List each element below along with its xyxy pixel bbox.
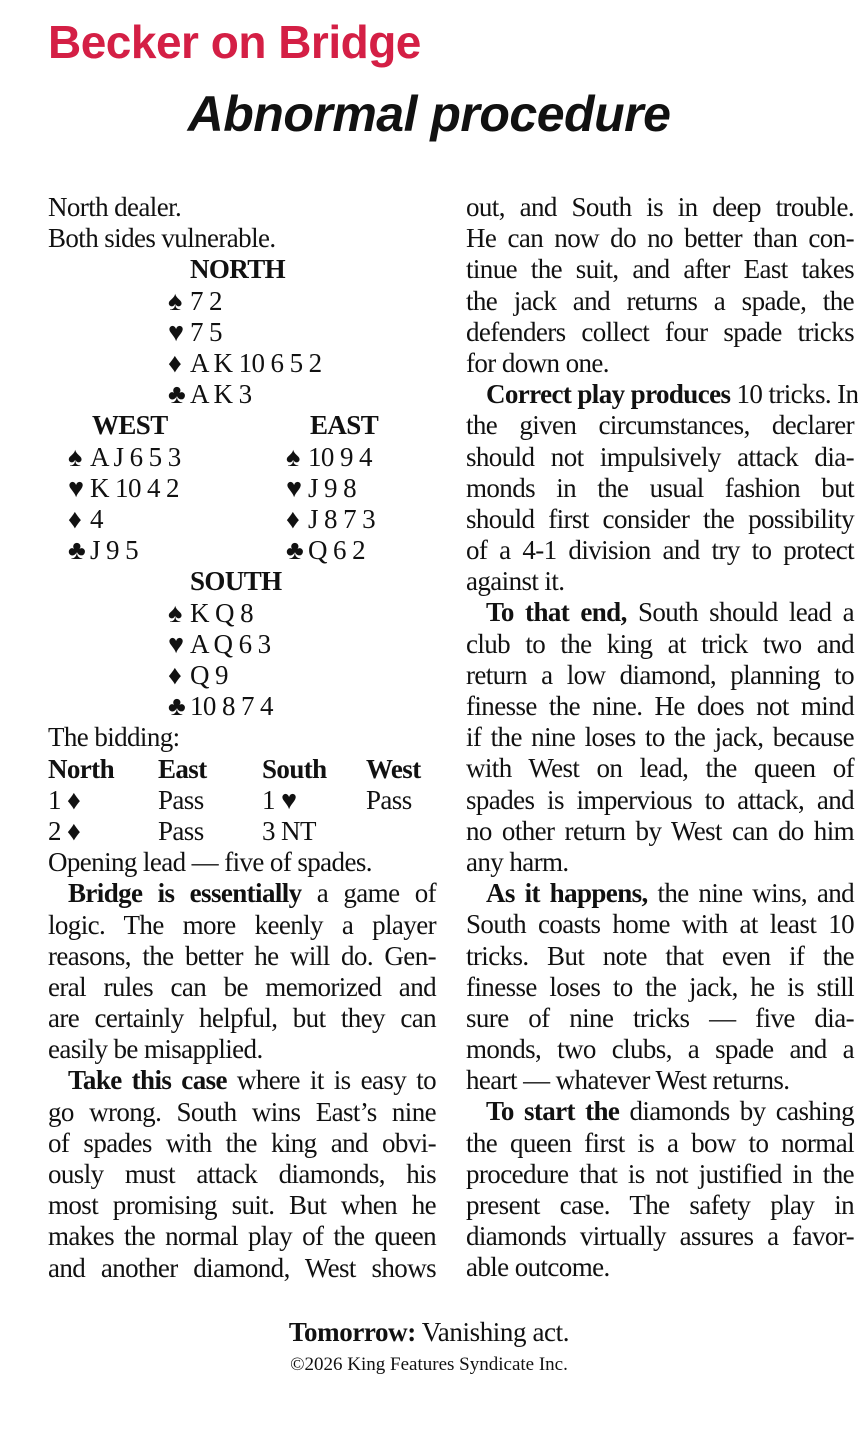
bidding-header: East (158, 753, 207, 784)
opening-lead: Opening lead — five of spades. (48, 847, 372, 878)
article-paragraph (466, 379, 858, 597)
article-line: finesse loses to the jack, he is still (466, 971, 854, 1002)
east-label: EAST (310, 410, 379, 441)
article-line: of spades with the king and obvi- (48, 1127, 436, 1158)
paragraph-lead: Bridge is essentially (68, 878, 302, 909)
article-line: are certainly helpful, but they can (48, 1003, 436, 1034)
paragraph-lead: Correct play produces (486, 379, 731, 410)
article-line: finesse the nine. He does not mind (466, 691, 854, 721)
headline: Abnormal procedure (187, 86, 671, 142)
article-line: reasons, the better he will do. Gen- (48, 940, 436, 971)
diamond-icon: ♦ (68, 503, 82, 534)
north-clubs: ♣ A K 3 (168, 379, 252, 410)
article-line: present case. The safety play in (466, 1190, 854, 1220)
article-paragraph (466, 597, 854, 878)
heart-icon: ♥ (286, 472, 302, 503)
paragraph-lead: As it happens, (486, 878, 648, 909)
deal-diagram (48, 254, 436, 753)
paragraph-lead: Take this case (68, 1065, 227, 1096)
bid-cell: Pass (158, 784, 204, 815)
article-line: South coasts home with at least 10 (466, 909, 854, 940)
article-line: eral rules can be memorized and (48, 971, 436, 1002)
article-line: the given circumstances, declarer (466, 410, 854, 441)
article-line: diamonds virtually assures a favor- (466, 1221, 854, 1252)
article-line: tricks. But note that even if the (466, 940, 854, 971)
article-line: monds in the usual fashion but (466, 472, 854, 503)
article-line: He can now do no better than con- (466, 223, 854, 254)
article-line: sure of nine tricks — five dia- (466, 1002, 854, 1033)
tomorrow-label: Tomorrow: (288, 1317, 416, 1347)
west-spades: ♠ A J 6 5 3 (68, 441, 181, 472)
vulnerability: Both sides vulnerable. (48, 223, 276, 254)
article-line: Bridge is essentially a game of (68, 878, 436, 909)
paragraph-lead: To start the (486, 1096, 620, 1127)
article-line: logic. The more keenly a player (48, 909, 436, 940)
article-line: Correct play produces 10 tricks. In (486, 379, 858, 410)
bid-cell: 2 ♦ (48, 815, 81, 846)
article-paragraph (48, 1065, 436, 1283)
north-label: NORTH (190, 254, 286, 285)
article-line: most promising suit. But when he (48, 1190, 436, 1221)
west-hearts: ♥ K 10 4 2 (68, 472, 179, 503)
bidding-header: West (366, 753, 421, 784)
spade-icon: ♠ (168, 285, 182, 316)
article-line: spades is impervious to attack, and (466, 784, 854, 815)
spade-icon: ♠ (286, 441, 300, 472)
article-line: defenders collect four spade tricks (466, 316, 854, 347)
bidding-table (48, 754, 436, 848)
article-line: if the nine loses to the jack, because (466, 722, 854, 753)
north-hearts: ♥ 7 5 (168, 316, 222, 347)
west-diamonds: ♦ 4 (68, 503, 103, 534)
article-line: ously must attack diamonds, his (48, 1159, 436, 1190)
club-icon: ♣ (168, 379, 186, 410)
article-line: should first consider the possibility (466, 503, 854, 534)
article-line: heart — whatever West returns. (466, 1065, 790, 1096)
heart-icon: ♥ (168, 628, 184, 659)
article-line: makes the normal play of the queen (48, 1221, 436, 1252)
article-right (466, 192, 858, 1284)
article-line: tinue the suit, and after East takes (466, 254, 854, 285)
article-paragraph (466, 192, 854, 379)
diamond-icon: ♦ (286, 503, 300, 534)
south-clubs: ♣ 10 8 7 4 (168, 691, 273, 722)
club-icon: ♣ (168, 691, 186, 722)
bid-cell: 3 NT (262, 815, 316, 846)
article-line: club to the king at trick two and (466, 628, 854, 659)
south-spades: ♠ K Q 8 (168, 597, 253, 628)
club-icon: ♣ (286, 535, 304, 566)
bid-cell: Pass (366, 784, 412, 815)
article-line: To start the diamonds by cashing (486, 1096, 854, 1127)
article-line: easily be misapplied. (48, 1034, 263, 1065)
spade-icon: ♠ (168, 597, 182, 628)
diamond-icon: ♦ (168, 659, 182, 690)
tomorrow-teaser (0, 1316, 858, 1348)
west-label: WEST (92, 410, 168, 441)
bidding-header: North (48, 753, 114, 784)
east-hearts: ♥ J 9 8 (286, 472, 357, 503)
column-right (466, 192, 858, 1284)
bid-cell: 1 ♦ (48, 784, 81, 815)
article-line: with West on lead, the queen of (466, 753, 854, 784)
east-clubs: ♣ Q 6 2 (286, 535, 365, 566)
article-line: able outcome. (466, 1252, 610, 1283)
article-line: procedure that is not justified in the (466, 1158, 854, 1189)
south-label: SOUTH (190, 566, 282, 597)
spade-icon: ♠ (68, 441, 82, 472)
article-line: As it happens, the nine wins, and (486, 878, 855, 909)
north-spades: ♠ 7 2 (168, 285, 222, 316)
article-left (48, 878, 436, 1283)
east-diamonds: ♦ J 8 7 3 (286, 503, 376, 534)
article-line: return a low diamond, planning to (466, 659, 854, 690)
article-paragraph (466, 878, 854, 1096)
west-clubs: ♣ J 9 5 (68, 535, 139, 566)
diamond-icon: ♦ (168, 347, 182, 378)
article-line: monds, two clubs, a spade and a (466, 1034, 854, 1065)
heart-icon: ♥ (168, 316, 184, 347)
north-diamonds: ♦ A K 10 6 5 2 (168, 347, 322, 378)
bidding-header: South (262, 753, 327, 784)
column-left (48, 192, 436, 1284)
bid-cell: Pass (158, 815, 204, 846)
south-hearts: ♥ A Q 6 3 (168, 628, 271, 659)
article-line: the queen first is a bow to normal (466, 1127, 854, 1158)
article-line: any harm. (466, 846, 569, 877)
article-line: against it. (466, 566, 565, 597)
article-line: should not impulsively attack dia- (466, 441, 854, 472)
article-line: out, and South is in deep trouble. (466, 192, 854, 222)
article-line: To that end, South should lead a (486, 597, 854, 628)
club-icon: ♣ (68, 535, 86, 566)
article-line: go wrong. South wins East’s nine (48, 1096, 436, 1127)
south-diamonds: ♦ Q 9 (168, 659, 228, 690)
heart-icon: ♥ (68, 472, 84, 503)
article-line: for down one. (466, 347, 609, 378)
copyright: ©2026 King Features Syndicate Inc. (290, 1354, 568, 1375)
masthead: Becker on Bridge (48, 16, 421, 68)
article-paragraph (48, 878, 436, 1065)
paragraph-lead: To that end, (486, 597, 627, 628)
article-line: the jack and returns a spade, the (466, 285, 854, 316)
article-line: of a 4-1 division and try to protect (466, 535, 854, 566)
tomorrow-text: Vanishing act. (415, 1317, 570, 1347)
bidding-intro: The bidding: (48, 722, 180, 753)
article-line: no other return by West can do him (466, 815, 854, 846)
east-spades: ♠ 10 9 4 (286, 441, 372, 472)
article-paragraph (466, 1096, 854, 1283)
bid-cell: 1 ♥ (262, 784, 297, 815)
article-line: and another diamond, West shows (48, 1252, 436, 1283)
article-line: Take this case where it is easy to (68, 1065, 436, 1096)
dealer: North dealer. (48, 192, 182, 222)
